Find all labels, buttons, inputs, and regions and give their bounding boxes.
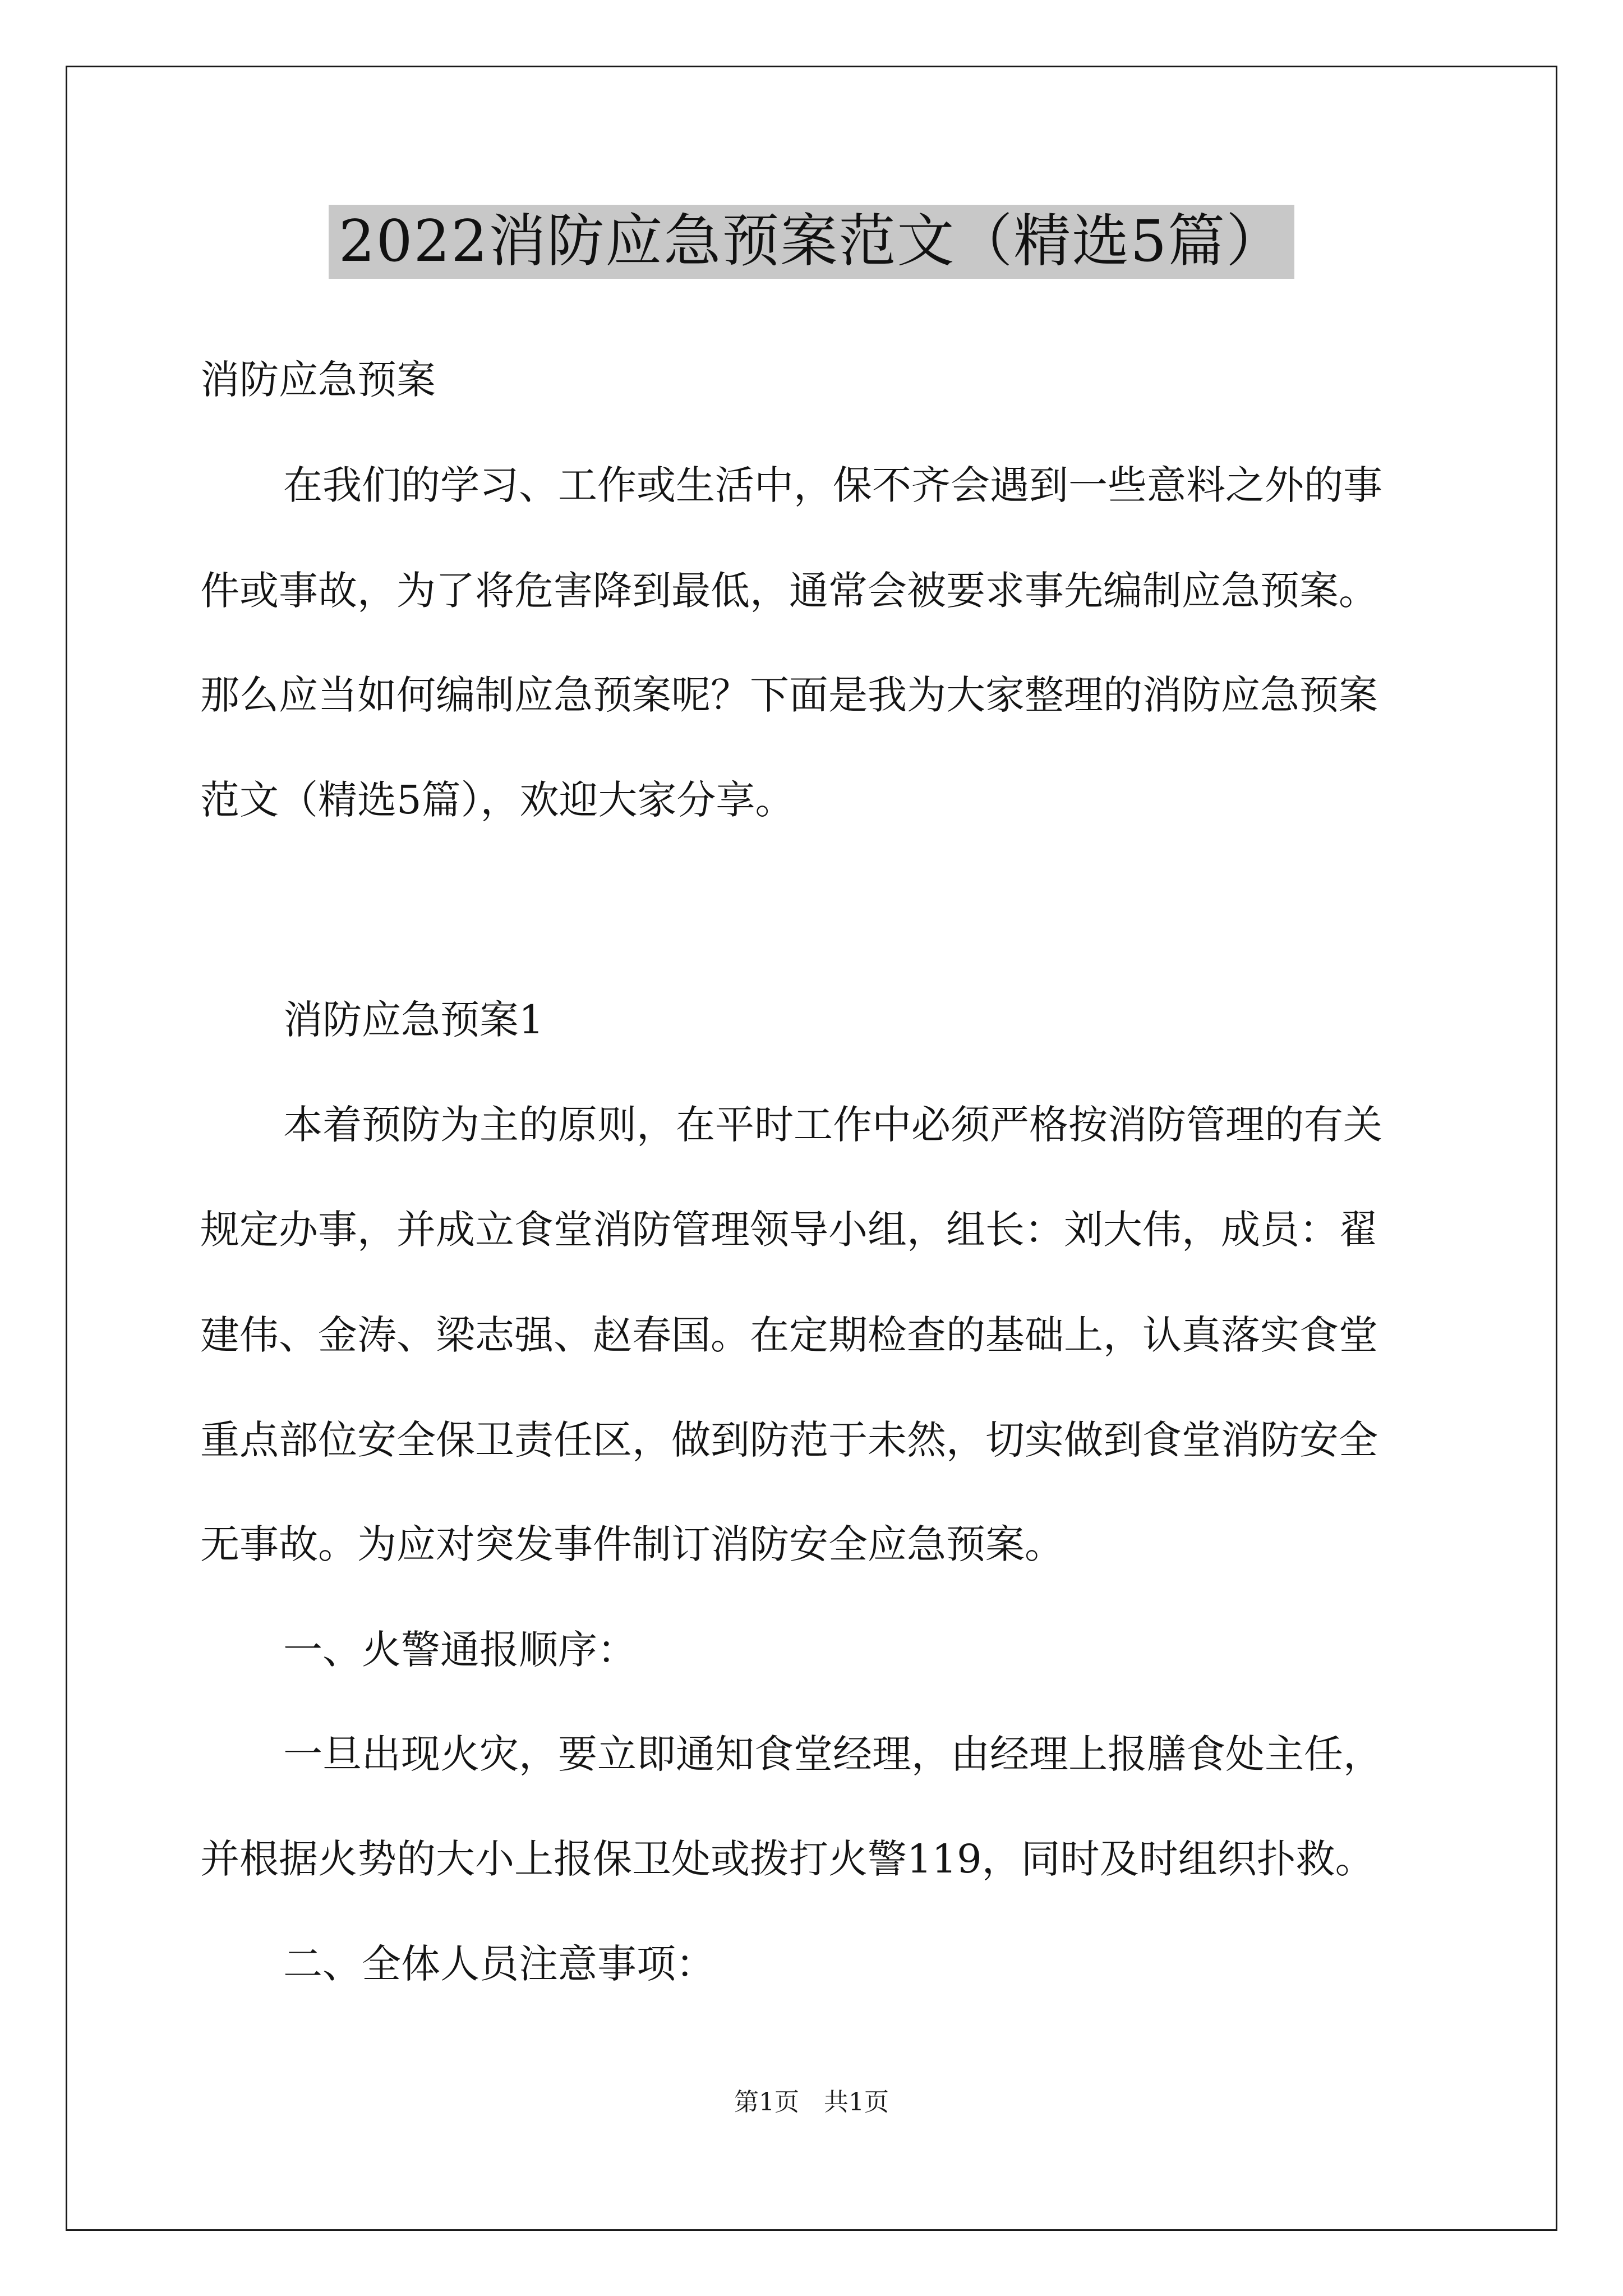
section1-line-1: 本着预防为主的原则，在平时工作中必须严格按消防管理的有关 [283,1102,1382,1148]
item1-line-1: 一旦出现火灾，要立即通知食堂经理，由经理上报膳食处主任， [283,1731,1382,1777]
page-footer: 第1页 共1页 [734,2088,889,2116]
intro-line-3: 那么应当如何编制应急预案呢？下面是我为大家整理的消防应急预案 [200,672,1378,718]
intro-line-2: 件或事故，为了将危害降到最低，通常会被要求事先编制应急预案。 [200,568,1378,614]
document-title: 2022消防应急预案范文（精选5篇） [329,205,1294,279]
section1-title: 消防应急预案1 [283,997,544,1043]
intro-line-4: 范文（精选5篇），欢迎大家分享。 [200,777,795,823]
item2-title: 二、全体人员注意事项： [283,1941,715,1987]
section1-line-3: 建伟、金涛、梁志强、赵春国。在定期检查的基础上，认真落实食堂 [200,1312,1378,1358]
title-container [0,205,1623,279]
section-heading: 消防应急预案 [200,357,436,403]
item1-line-2: 并根据火势的大小上报保卫处或拨打火警119，同时及时组织扑救。 [200,1836,1375,1882]
section1-line-2: 规定办事，并成立食堂消防管理领导小组，组长：刘大伟，成员：翟 [200,1207,1378,1253]
section1-line-4: 重点部位安全保卫责任区，做到防范于未然，切实做到食堂消防安全 [200,1417,1378,1463]
section1-line-5: 无事故。为应对突发事件制订消防安全应急预案。 [200,1521,1064,1567]
item1-title: 一、火警通报顺序： [283,1627,637,1673]
intro-line-1: 在我们的学习、工作或生活中，保不齐会遇到一些意料之外的事 [283,462,1382,508]
